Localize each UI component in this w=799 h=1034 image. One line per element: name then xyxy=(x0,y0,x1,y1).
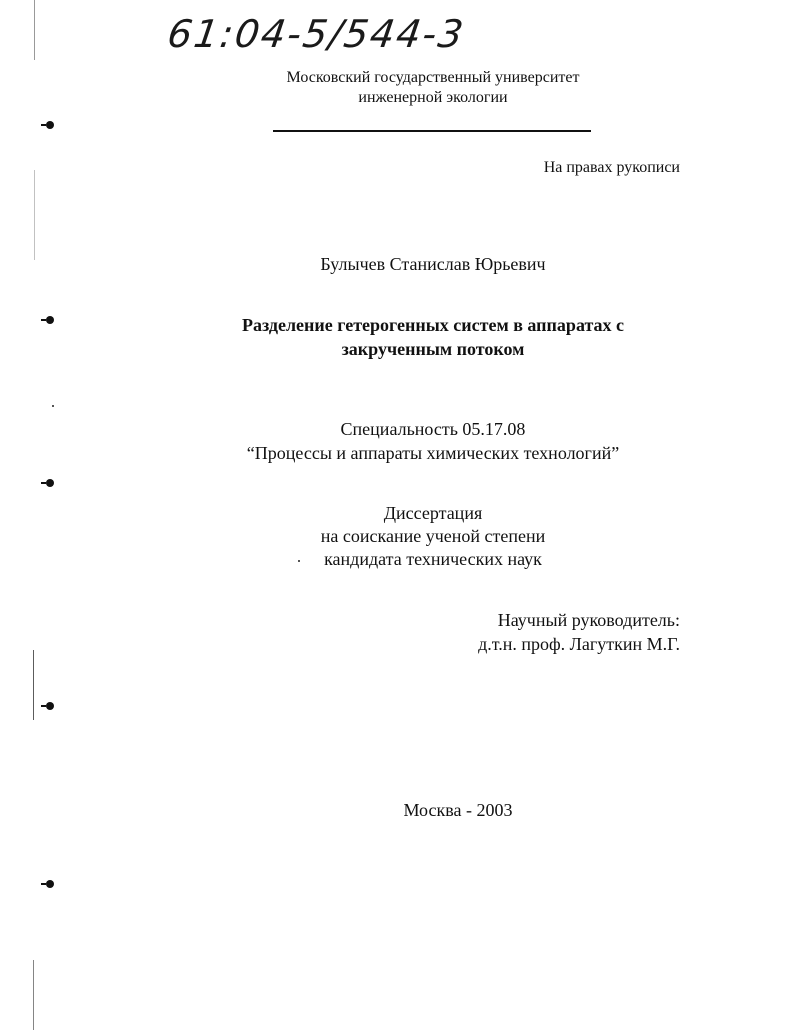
specialty-name: “Процессы и аппараты химических технологий” xyxy=(246,443,620,463)
university-name xyxy=(0,68,799,108)
header-divider xyxy=(273,130,591,132)
degree-line-3: кандидата технических наук xyxy=(324,549,542,569)
scan-margin-line xyxy=(33,960,34,1030)
author-name: Булычев Станислав Юрьевич xyxy=(320,254,546,274)
specialty-code: Специальность 05.17.08 xyxy=(340,419,526,439)
scan-margin-line xyxy=(34,0,35,60)
binding-hole-mark xyxy=(46,880,54,888)
scan-margin-line xyxy=(33,650,34,720)
binding-hole-mark xyxy=(46,479,54,487)
rights-note: На правах рукописи xyxy=(543,159,680,176)
degree-line-1: Диссертация xyxy=(383,503,483,523)
binding-hole-mark xyxy=(46,121,54,129)
university-line-2: инженерной экологии xyxy=(358,89,508,106)
scan-margin-line xyxy=(34,170,35,260)
archive-code-handwritten: 61:04-5/544-3 xyxy=(164,12,468,56)
degree-block xyxy=(0,502,799,571)
supervisor-label: Научный руководитель: xyxy=(497,610,680,630)
binding-hole-mark xyxy=(46,702,54,710)
supervisor-block xyxy=(440,608,680,656)
title-line-2: закрученным потоком xyxy=(341,339,525,359)
university-line-1: Московский государственный университет xyxy=(286,69,580,86)
supervisor-name: д.т.н. проф. Лагуткин М.Г. xyxy=(478,634,680,654)
degree-line-2: на соискание ученой степени xyxy=(320,526,546,546)
title-line-1: Разделение гетерогенных систем в аппаратах с xyxy=(241,315,625,335)
city-year: Москва - 2003 xyxy=(403,800,513,820)
dissertation-title xyxy=(0,313,799,361)
specialty-block xyxy=(0,417,799,465)
scan-speck xyxy=(52,405,54,407)
